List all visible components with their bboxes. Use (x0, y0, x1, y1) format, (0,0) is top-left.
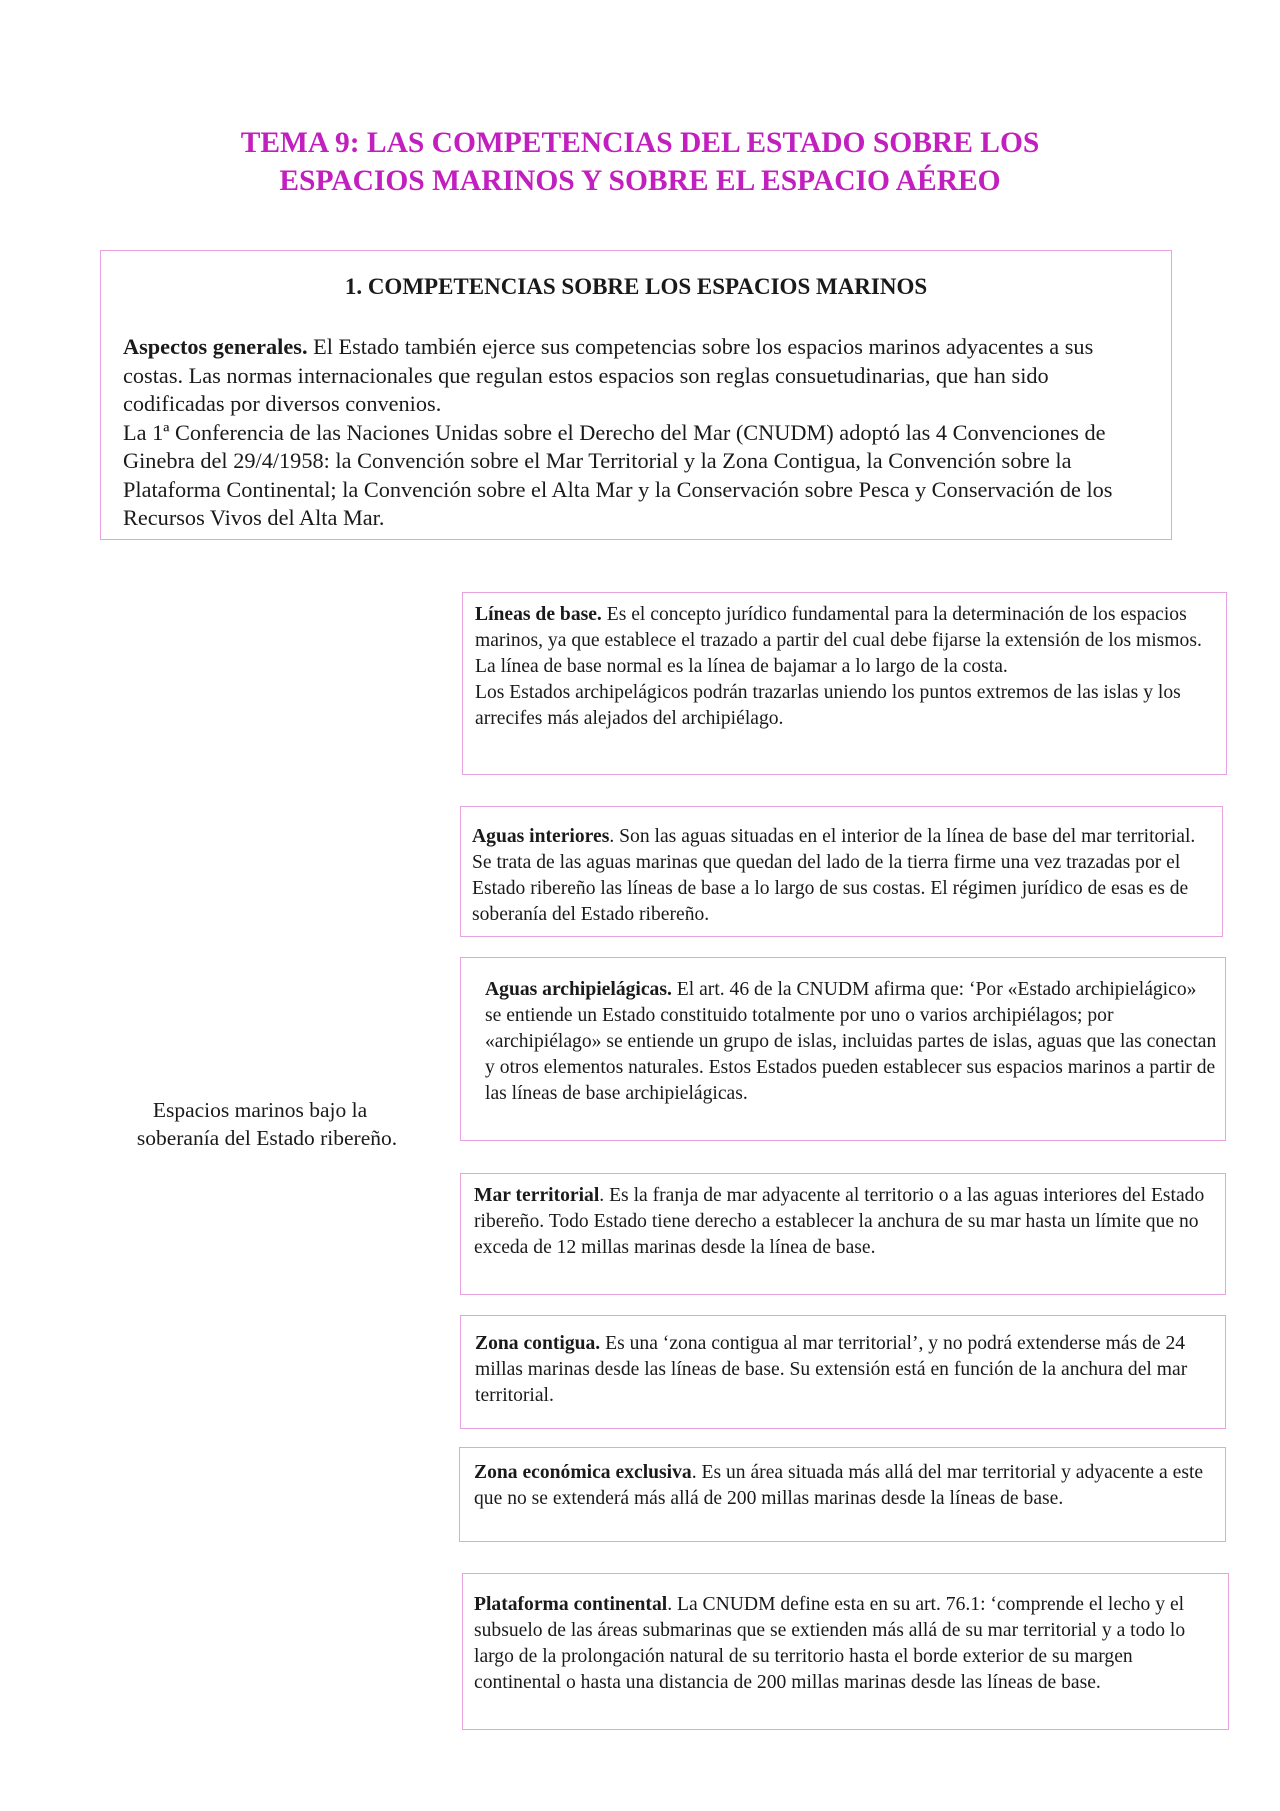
card-term: Zona contigua. (475, 1333, 601, 1354)
card-term: Aguas archipielágicas. (485, 979, 672, 1000)
aspects-text: El Estado también ejerce sus competencias sobre los espacios marinos adyacentes a sus costas. Las normas internacionales que regulan estos espacios son reglas consuetudinarias, que han sido codificadas por diversos convenios. (123, 334, 1094, 416)
side-label-line-1: Espacios marinos bajo la (152, 1098, 368, 1122)
card-text: . Son las aguas situadas en el interior de la línea de base del mar territorial. Se trata de las aguas marinas que quedan del lado de la tierra firme una vez trazadas por el Estado ribereño las líneas de base a lo largo de sus costas. El régimen jurídico de esas es de soberanía del Estado ribereño. (472, 826, 1196, 925)
card-paragraph (472, 824, 1214, 928)
side-label-line-2: soberanía del Estado ribereño. (136, 1125, 398, 1150)
aspects-paragraph (123, 333, 1153, 419)
card-zona-economica-exclusiva (459, 1447, 1226, 1542)
card-term: Líneas de base. (475, 604, 602, 625)
card-mar-territorial (460, 1173, 1226, 1295)
intro-text (123, 333, 1153, 533)
card-paragraph (475, 602, 1218, 654)
title-line-1: TEMA 9: LAS COMPETENCIAS DEL ESTADO SOBRE LOS (240, 127, 1040, 159)
card-paragraph: La línea de base normal es la línea de bajamar a lo largo de la costa. (475, 656, 1008, 677)
card-term: Aguas interiores (472, 826, 610, 847)
card-paragraph: Los Estados archipelágicos podrán trazarlas uniendo los puntos extremos de las islas y los arrecifes más alejados del archipiélago. (475, 682, 1181, 729)
card-paragraph (485, 977, 1217, 1107)
card-zona-contigua (460, 1315, 1226, 1429)
side-label (112, 1097, 422, 1152)
card-term: Mar territorial (474, 1185, 600, 1206)
card-lineas-de-base (462, 592, 1227, 775)
card-text: El art. 46 de la CNUDM afirma que: ‘Por «Estado archipielágico» se entiende un Estado constituido totalmente por uno o varios archipiélagos; por «archipiélago» se entiende un grupo de islas, incluidas partes de islas, aguas que las conectan y otros elementos naturales. Estos Estados pueden establecer sus espacios marinos a partir de las líneas de base archipielágicas. (485, 979, 1217, 1104)
card-paragraph (474, 1460, 1217, 1512)
aspects-label: Aspectos generales. (123, 334, 308, 359)
card-text: . Es la franja de mar adyacente al territorio o a las aguas interiores del Estado ribereño. Todo Estado tiene derecho a establecer la anchura de su mar hasta un límite que no exceda de 12 millas marinas desde la línea de base. (474, 1185, 1205, 1258)
card-aguas-interiores (460, 806, 1223, 937)
card-term: Plataforma continental (474, 1594, 668, 1615)
card-text: . La CNUDM define esta en su art. 76.1: ‘comprende el lecho y el subsuelo de las áreas submarinas que se extienden más allá de su mar territorial y a todo lo largo de la prolongación natural de su territorio hasta el borde exterior de su margen continental o hasta una distancia de 200 millas marinas desde las líneas de base. (474, 1594, 1186, 1693)
card-text: Es el concepto jurídico fundamental para la determinación de los espacios marinos, ya que establece el trazado a partir del cual debe fijarse la extensión de los mismos. (475, 604, 1202, 651)
card-paragraph (475, 1331, 1217, 1409)
section-heading: 1. COMPETENCIAS SOBRE LOS ESPACIOS MARINOS (344, 274, 928, 299)
card-plataforma-continental (462, 1573, 1229, 1730)
page-title (150, 124, 1130, 200)
card-paragraph (474, 1592, 1220, 1696)
card-aguas-archipielagicas (460, 957, 1226, 1141)
card-text: . Es un área situada más allá del mar territorial y adyacente a este que no se extenderá más allá de 200 millas marinas desde la líneas de base. (474, 1462, 1204, 1509)
title-line-2: ESPACIOS MARINOS Y SOBRE EL ESPACIO AÉREO (279, 165, 1001, 197)
card-text: Es una ‘zona contigua al mar territorial’, y no podrá extenderse más de 24 millas marinas desde las líneas de base. Su extensión está en función de la anchura del mar territorial. (475, 1333, 1188, 1406)
card-paragraph (474, 1183, 1217, 1261)
intro-section (100, 250, 1172, 540)
card-term: Zona económica exclusiva (474, 1462, 692, 1483)
conference-paragraph: La 1ª Conferencia de las Naciones Unidas sobre el Derecho del Mar (CNUDM) adoptó las 4 Convenciones de Ginebra del 29/4/1958: la Convención sobre el Mar Territorial y la Zona Contigua, la Convención sobre la Plataforma Continental; la Convención sobre el Alta Mar y la Conservación sobre Pesca y Conservación de los Recursos Vivos del Alta Mar. (123, 419, 1113, 530)
